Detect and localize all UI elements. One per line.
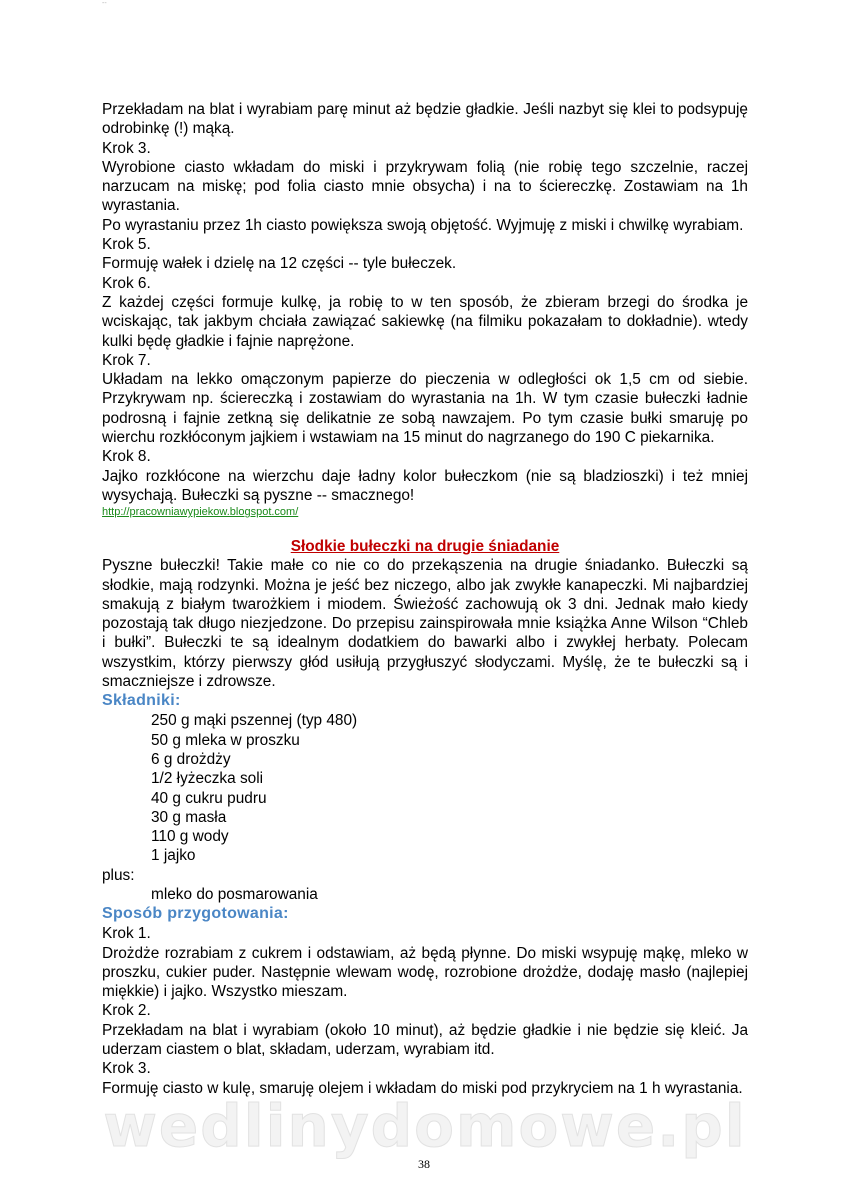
source-link[interactable]: http://pracowniawypiekow.blogspot.com/	[102, 506, 299, 519]
method-section	[102, 924, 748, 1098]
step-label: Krok 3.	[102, 1060, 151, 1078]
method-paragraph: Drożdże rozrabiam z cukrem i odstawiam, aż będą płynne. Do miski wsypuję mąkę, mleko w proszku, cukier puder. Następnie wlewam wodę, rozrobione drożdże, dodaję masło (najlepiej miękkie) i jajko. Wszystko mieszam.	[102, 944, 748, 1001]
intro-paragraph: Z każdej części formuje kulkę, ja robię to w ten sposób, że zbieram brzegi do środka je wciskając, tak jakbym chciała zawiązać sakiewkę (na filmiku pokazałam to dokładnie). wtedy kulki będę gładkie i fajnie naprężone.	[102, 293, 748, 350]
intro-paragraph: Układam na lekko omączonym papierze do pieczenia w odległości ok 1,5 cm od siebie. Przykrywam np. ściereczką i zostawiam do wyrastania na 1h. W tym czasie bułeczki ładnie podrosną i fajnie zetkną się delikatnie ze sobą nawzajem. Po tym czasie bułki smaruję po wierchu rozkłóconym jajkiem i wstawiam na 15 minut do nagrzanego do 190 C piekarnika.	[102, 371, 748, 447]
ingredient-item: 1/2 łyżeczka soli	[151, 770, 264, 788]
step-label: Krok 1.	[102, 925, 151, 943]
ingredient-item: 50 g mleka w proszku	[151, 731, 300, 749]
ingredient-item: 30 g masła	[151, 808, 227, 826]
watermark: wedlinydomowe.pl	[103, 1092, 747, 1160]
step-label: Krok 8.	[102, 448, 151, 466]
ingredients-heading: Składniki:	[102, 692, 181, 710]
corner-mark: --	[102, 0, 107, 7]
ingredient-item: 6 g drożdży	[151, 750, 231, 768]
recipe-title: Słodkie bułeczki na drugie śniadanie	[290, 538, 560, 556]
plus-ingredient: mleko do posmarowania	[151, 885, 318, 903]
ingredient-item: 40 g cukru pudru	[151, 789, 267, 807]
document-page	[102, 100, 748, 1098]
method-heading: Sposób przygotowania:	[102, 905, 289, 923]
step-label: Krok 5.	[102, 236, 151, 254]
recipe-intro: Pyszne bułeczki! Takie małe co nie co do przekąszenia na drugie śniadanko. Bułeczki są słodkie, mają rodzynki. Można je jeść bez niczego, albo jak zwykłe kanapeczki. Mi najbardziej smakują z białym twarożkiem i miodem. Świeżość zachowują ok 3 dni. Jednak mało kiedy pozostają tak długo niezjedzone. Do przepisu zainspirowała mnie książka Anne Wilson “Chleb i bułki”. Bułeczki te są idealnym dodatkiem do bawarki albo i zwykłej herbaty. Polecam wszystkim, którzy pierwszy głód usiłują przygłuszyć słodyczami. Myślę, że te bułeczki są i smaczniejsze i zdrowsze.	[102, 557, 748, 691]
intro-paragraph: Formuję wałek i dzielę na 12 części -- tyle bułeczek.	[102, 255, 457, 273]
ingredient-item: 110 g wody	[151, 828, 229, 846]
intro-paragraph: Jajko rozkłócone na wierzchu daje ładny kolor bułeczkom (nie są bladzioszki) i też mniej wysychają. Bułeczki są pyszne -- smacznego!	[102, 467, 748, 504]
ingredients-list	[102, 711, 748, 865]
step-label: Krok 7.	[102, 351, 151, 369]
ingredient-item: 250 g mąki pszennej (typ 480)	[151, 712, 358, 730]
ingredient-item: 1 jajko	[151, 847, 196, 865]
method-paragraph: Formuję ciasto w kulę, smaruję olejem i wkładam do miski pod przykryciem na 1 h wyrastania.	[102, 1079, 743, 1097]
step-label: Krok 3.	[102, 139, 151, 157]
plus-label: plus:	[102, 866, 135, 884]
method-paragraph: Przekładam na blat i wyrabiam (około 10 minut), aż będzie gładkie i nie będzie się kleić. Ja uderzam ciastem o blat, składam, uderzam, wyrabiam itd.	[102, 1021, 748, 1059]
intro-section	[102, 100, 748, 519]
page-number: 38	[418, 1157, 430, 1171]
intro-paragraph: Po wyrastaniu przez 1h ciasto powiększa swoją objętość. Wyjmuję z miski i chwilkę wyrabiam.	[102, 216, 744, 234]
intro-paragraph: Wyrobione ciasto wkładam do miski i przykrywam folią (nie robię tego szczelnie, raczej narzucam na miskę; pod folia ciasto mnie obsycha) i na to ściereczkę. Zostawiam na 1h wyrastania.	[102, 158, 748, 215]
step-label: Krok 6.	[102, 274, 151, 292]
step-label: Krok 2.	[102, 1002, 151, 1020]
intro-paragraph: Przekładam na blat i wyrabiam parę minut aż będzie gładkie. Jeśli nazbyt się klei to podsypuję odrobinkę (!) mąką.	[102, 101, 748, 138]
